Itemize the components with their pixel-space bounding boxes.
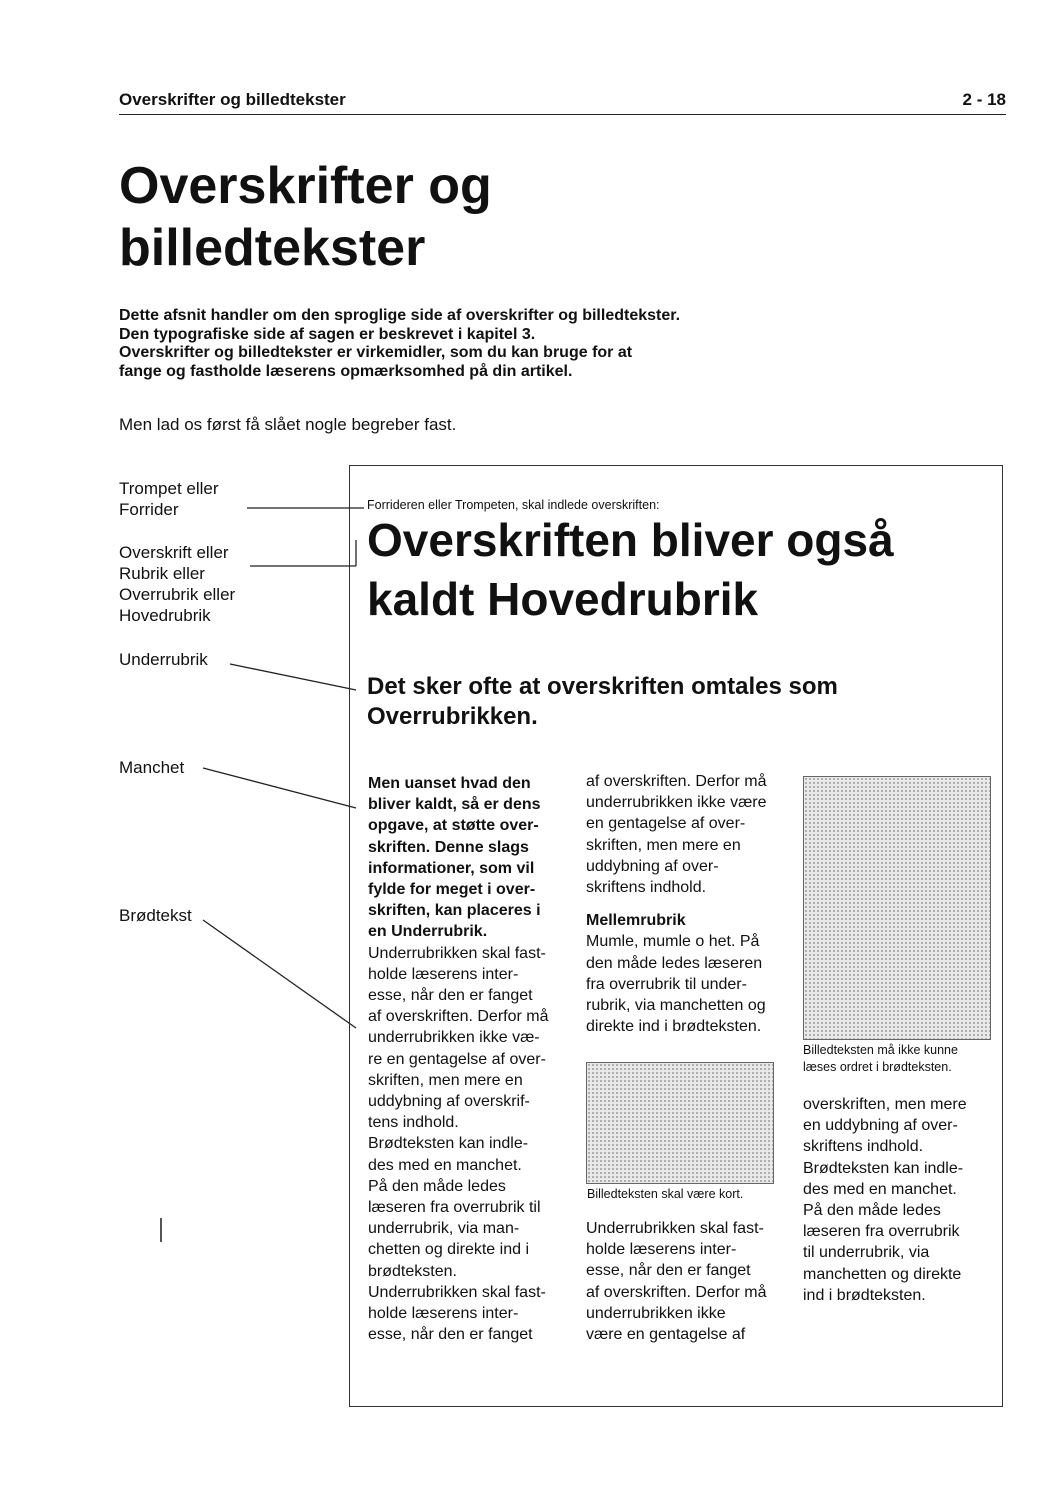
label-underrubrik: Underrubrik: [119, 650, 208, 669]
body-line: læseren fra overrubrik til: [368, 1199, 541, 1217]
caption-line: læses ordret i brødteksten.: [803, 1060, 952, 1074]
example-subheading-line: Overrubrikken.: [367, 703, 538, 730]
label-line: Trompet eller: [119, 479, 219, 498]
body-line: des med en manchet.: [803, 1180, 957, 1198]
body-line: af overskriften. Derfor må: [586, 1283, 767, 1301]
body-line: esse, når den er fanget: [368, 1326, 533, 1344]
body-line: Brødteksten kan indle-: [368, 1135, 529, 1153]
body-line: esse, når den er fanget: [368, 987, 533, 1005]
manchet-line: fylde for meget i over-: [368, 881, 536, 899]
intro-line: Overskrifter og billedtekster er virkemidler, som du kan bruge for at: [119, 344, 633, 361]
body-line: Brødteksten kan indle-: [803, 1159, 964, 1177]
mellemrubrik-heading: Mellemrubrik: [586, 912, 686, 930]
manchet-line: bliver kaldt, så er dens: [368, 796, 541, 814]
photo-caption-right: [803, 1042, 958, 1076]
intro-line: fange og fastholde læserens opmærksomhed på din artikel.: [119, 362, 573, 380]
body-line: holde læserens inter-: [586, 1241, 737, 1259]
intro-paragraph: [119, 307, 739, 381]
running-header-title: Overskrifter og billedtekster: [119, 90, 346, 109]
manchet-line: informationer, som vil: [368, 859, 535, 877]
body-line: Mumle, mumle o het. På: [586, 933, 760, 951]
body-line: Underrubrikken skal fast-: [586, 1220, 764, 1237]
body-line: skriften, men mere en: [368, 1071, 523, 1089]
body-line: manchetten og direkte: [803, 1265, 962, 1283]
leader-line-brodtekst: [203, 920, 356, 1028]
example-column-2-continued: [586, 1218, 786, 1345]
label-line: Overrubrik eller: [119, 585, 236, 604]
caption-line: Billedteksten må ikke kunne: [803, 1043, 958, 1057]
label-trompet: [119, 478, 219, 520]
body-line: tens indhold.: [368, 1114, 459, 1132]
body-line: en uddybning af over-: [803, 1117, 958, 1135]
body-line: direkte ind i brødteksten.: [586, 1018, 762, 1036]
body-line: re en gentagelse af over-: [368, 1050, 546, 1068]
photo-placeholder-middle: [586, 1062, 774, 1184]
label-line: Rubrik eller: [119, 564, 205, 583]
example-headline-line: kaldt Hovedrubrik: [367, 573, 759, 625]
intro-line: Dette afsnit handler om den sproglige side af overskrifter og billedtekster.: [119, 307, 681, 324]
body-line: chetten og direkte ind i: [368, 1241, 529, 1259]
example-column-2: [586, 771, 786, 1037]
label-brodtekst: Brødtekst: [119, 906, 192, 925]
manchet-line: opgave, at støtte over-: [368, 817, 539, 835]
body-line: holde læserens inter-: [368, 1305, 519, 1323]
body-line: til underrubrik, via: [803, 1244, 930, 1262]
body-line: uddybning af overskrif-: [368, 1093, 530, 1111]
body-line: På den måde ledes: [368, 1177, 506, 1195]
body-line: skriftens indhold.: [803, 1138, 924, 1156]
label-manchet: Manchet: [119, 758, 185, 777]
body-line: skriftens indhold.: [586, 879, 707, 897]
page-title: [119, 155, 739, 279]
example-column-1: [368, 773, 563, 1345]
label-line: Overskrift eller: [119, 543, 229, 562]
example-subheading-line: Det sker ofte at overskriften omtales som: [367, 673, 838, 700]
body-line: rubrik, via manchetten og: [586, 997, 766, 1015]
body-line: læseren fra overrubrik: [803, 1223, 960, 1241]
body-line: brødteksten.: [368, 1262, 457, 1280]
scan-mark: [160, 1218, 162, 1242]
body-line: des med en manchet.: [368, 1156, 522, 1174]
example-subheading: [367, 672, 887, 732]
label-overskrift: [119, 542, 235, 626]
intro-line: Den typografiske side af sagen er beskrevet i kapitel 3.: [119, 325, 536, 343]
leader-line-underrubrik: [230, 664, 356, 690]
body-line: Underrubrikken skal fast-: [368, 944, 546, 962]
body-line: skriften, men mere en: [586, 836, 741, 854]
body-line: underrubrikken ikke: [586, 1304, 726, 1322]
body-line: fra overrubrik til under-: [586, 975, 747, 993]
label-line: Hovedrubrik: [119, 606, 211, 625]
photo-caption-middle: Billedteksten skal være kort.: [587, 1187, 744, 1201]
example-headline: [367, 511, 997, 629]
photo-placeholder-right: [803, 776, 991, 1040]
body-line: uddybning af over-: [586, 857, 719, 875]
manchet-line: skriften, kan placeres i: [368, 902, 541, 920]
body-line: underrubrikken ikke væ-: [368, 1029, 540, 1047]
manchet-line: en Underrubrik.: [368, 923, 488, 941]
page-title-line: Overskrifter og: [119, 157, 492, 215]
body-line: På den måde ledes: [803, 1202, 941, 1220]
body-line: ind i brødteksten.: [803, 1286, 926, 1304]
body-line: den måde ledes læseren: [586, 954, 763, 972]
manchet-line: skriften. Denne slags: [368, 838, 529, 856]
page-number: 2 - 18: [962, 90, 1006, 109]
leader-line-manchet: [203, 768, 356, 808]
body-line: underrubrik, via man-: [368, 1220, 520, 1238]
body-line: underrubrikken ikke være: [586, 794, 767, 812]
body-line: være en gentagelse af: [586, 1326, 746, 1344]
body-line: overskriften, men mere: [803, 1096, 967, 1113]
example-headline-line: Overskriften bliver også: [367, 514, 894, 566]
body-line: holde læserens inter-: [368, 965, 519, 983]
manchet-line: Men uanset hvad den: [368, 775, 531, 792]
example-column-3: [803, 1094, 993, 1306]
body-line: esse, når den er fanget: [586, 1262, 751, 1280]
body-line: Underrubrikken skal fast-: [368, 1283, 546, 1301]
example-kicker: Forrideren eller Trompeten, skal indlede overskriften:: [367, 498, 660, 512]
running-header: [119, 90, 1006, 115]
body-line: af overskriften. Derfor må: [368, 1008, 549, 1026]
body-line: af overskriften. Derfor må: [586, 773, 767, 790]
label-line: Forrider: [119, 500, 179, 519]
intro-note: Men lad os først få slået nogle begreber fast.: [119, 415, 457, 434]
page-title-line: billedtekster: [119, 219, 426, 277]
body-line: en gentagelse af over-: [586, 815, 746, 833]
